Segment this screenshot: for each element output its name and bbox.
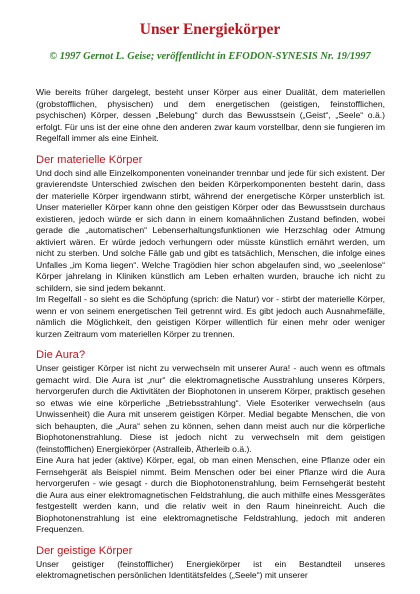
section-heading-aura: Die Aura? bbox=[36, 349, 86, 361]
document-body bbox=[36, 87, 385, 582]
section-heading-materielle-koerper: Der materielle Körper bbox=[36, 153, 143, 166]
document-subtitle: © 1997 Gernot L. Geise; veröffentlicht in EFODON-SYNESIS Nr. 19/1997 bbox=[49, 51, 371, 62]
section-paragraph: Unser geistiger Körper ist nicht zu verwechseln mit unserer Aura! - auch wenn es oftmals gemacht wird. Die Aura ist „nur“ die elektromagnetische Ausstrahlung unseres Körpers, hervorgerufen durch die Aktivitäten der Biophotonen in unserem Körper, praktisch gesehen so etwas wie eine körperliche „Betriebsstrahlung“. Viele Esoteriker verwechseln (aus Unwissenheit) die Aura mit unserem geistigen Körper. Medial begabte Menschen, die von sich behaupten, die „Aura“ sehen zu können, sehen dann meist auch nur die körperliche Biophotonenstrahlung. Diese ist jedoch nicht zu verwechseln mit dem geistigen (feinstofflichen) Energiekörper (Astralleib, Ätherleib o.ä.). bbox=[36, 363, 385, 454]
document-title: Unser Energiekörper bbox=[139, 21, 281, 38]
section-paragraph: Eine Aura hat jeder (aktive) Körper, egal, ob man einen Menschen, eine Pflanze oder ein Fernsehgerät als Beispiel nimmt. Beim Menschen oder bei einer Pflanze wird die Aura hervorgerufen - wie gesagt - durch die Biophotonenstrahlung, beim Fernsehgerät besteht die Aura aus einer elektromagnetischen Feldstrahlung, die auch mithilfe eines Messgerätes festgestellt werden kann, und die relativ weit in den Raum hineinreicht. Auch die Biophotonenstrahlung ist eine elektromagnetische Feldstrahlung, jedoch mit anderen Frequenzen. bbox=[36, 455, 385, 534]
intro-paragraph: Wie bereits früher dargelegt, besteht unser Körper aus einer Dualität, dem materiellen (grobstofflichen, physischen) und dem energetischen (geistigen, feinstofflichen, psychischen) Körper, dessen „Belebung“ durch das Bewusstsein („Geist“, „Seele“ o.ä.) erfolgt. Für uns ist der eine ohne den anderen zwar kaum vorstellbar, denn sie fungieren im Regelfall immer als eine Einheit. bbox=[36, 87, 385, 143]
section-paragraph: Im Regelfall - so sieht es die Schöpfung (sprich: die Natur) vor - stirbt der materielle Körper, wenn er von seinem energetischen Teil getrennt wird. Es gibt jedoch auch Ausnahmefälle, nämlich die Möglichkeit, den geistigen Körper willentlich für einen mehr oder weniger kurzen Zeitraum vom materiellen Körper zu trennen. bbox=[36, 294, 385, 339]
section-heading-geistige-koerper: Der geistige Körper bbox=[36, 544, 133, 557]
section-paragraph: Und doch sind alle Einzelkomponenten voneinander trennbar und jede für sich existent. Der gravierendste Unterschied zwischen den beiden Körperkomponenten besteht darin, dass der materielle Körper irgendwann stirbt, während der energetische Körper unsterblich ist. Unser materieller Körper kann ohne den geistigen Körper oder das Bewusstsein durchaus existieren, jedoch würde er sich dann in einem komaähnlichen Zustand befinden, wobei gerade die „automatischen“ Lebenserhaltungsfunktionen wie Herzschlag oder Atmung aktiviert wären. Er würde jedoch verhungern oder müsste künstlich ernährt werden, um nicht zu sterben. Und solche Fälle gab und gibt es tatsächlich, Menschen, die infolge eines Unfalles „im Koma liegen“. Welche Tragödien hier schon abgelaufen sind, wo „seelenlose“ Körper jahrelang in Kliniken künstlich am Leben erhalten wurden, brauche ich nicht zu schildern, sie sind jedem bekannt. bbox=[36, 167, 385, 293]
section-paragraph: Unser geistiger (feinstofflicher) Energiekörper ist ein Bestandteil unseres elektromagnetischen persönlichen Identitätsfeldes („Seele“) mit unserer bbox=[36, 558, 385, 580]
